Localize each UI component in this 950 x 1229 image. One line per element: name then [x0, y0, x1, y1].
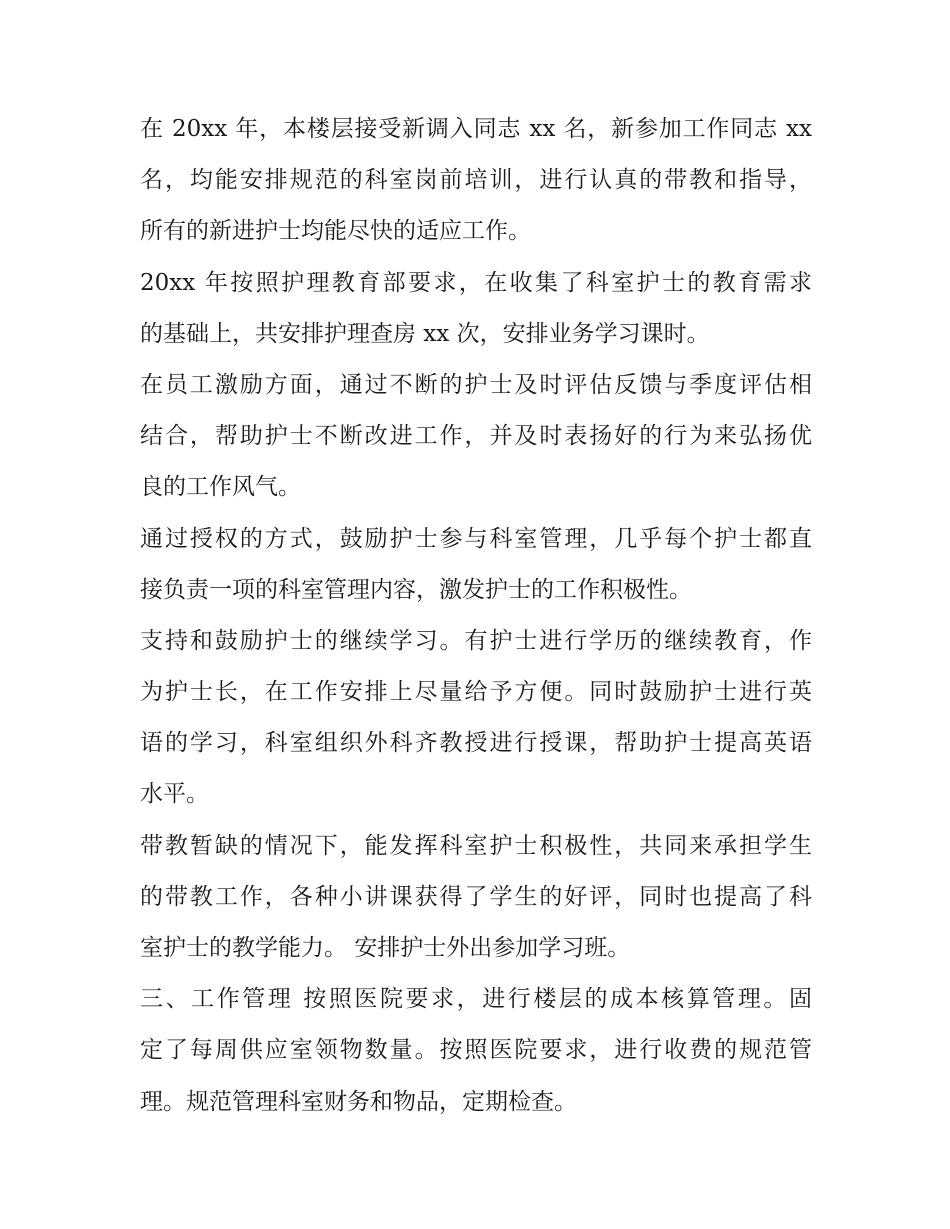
text-line: 定了每周供应室领物数量。按照医院要求，进行收费的规范管 [140, 1037, 812, 1064]
text-line: 接负责一项的科室管理内容，激发护士的工作积极性。 [140, 576, 692, 603]
text-line: 名，均能安排规范的科室岗前培训，进行认真的带教和指导， [140, 167, 812, 194]
text-line: 为护士长，在工作安排上尽量给予方便。同时鼓励护士进行英 [140, 679, 812, 706]
text-line: 理。规范管理科室财务和物品，定期检查。 [140, 1088, 577, 1115]
text-line: 的带教工作，各种小讲课获得了学生的好评，同时也提高了科 [140, 883, 812, 910]
text-line: 三、工作管理 按照医院要求，进行楼层的成本核算管理。固 [140, 986, 812, 1013]
text-line: 所有的新进护士均能尽快的适应工作。 [140, 218, 531, 245]
text-line: 20xx 年按照护理教育部要求，在收集了科室护士的教育需求 [140, 269, 812, 296]
text-line: 室护士的教学能力。 安排护士外出参加学习班。 [140, 935, 631, 961]
text-line: 语的学习，科室组织外科齐教授进行授课，帮助护士提高英语 [140, 730, 812, 757]
text-line: 结合，帮助护士不断改进工作，并及时表扬好的行为来弘扬优 [140, 423, 812, 450]
text-line: 在员工激励方面，通过不断的护士及时评估反馈与季度评估相 [140, 371, 812, 398]
text-line: 在 20xx 年，本楼层接受新调入同志 xx 名，新参加工作同志 xx [140, 116, 812, 142]
text-line: 带教暂缺的情况下，能发挥科室护士积极性，共同来承担学生 [140, 832, 812, 859]
text-line: 支持和鼓励护士的继续学习。有护士进行学历的继续教育，作 [140, 627, 812, 654]
text-line: 水平。 [140, 781, 209, 808]
text-line: 的基础上，共安排护理查房 xx 次，安排业务学习课时。 [140, 320, 710, 347]
body-text [140, 104, 812, 1128]
text-line: 通过授权的方式，鼓励护士参与科室管理，几乎每个护士都直 [140, 525, 812, 552]
text-line: 良的工作风气。 [140, 474, 301, 501]
